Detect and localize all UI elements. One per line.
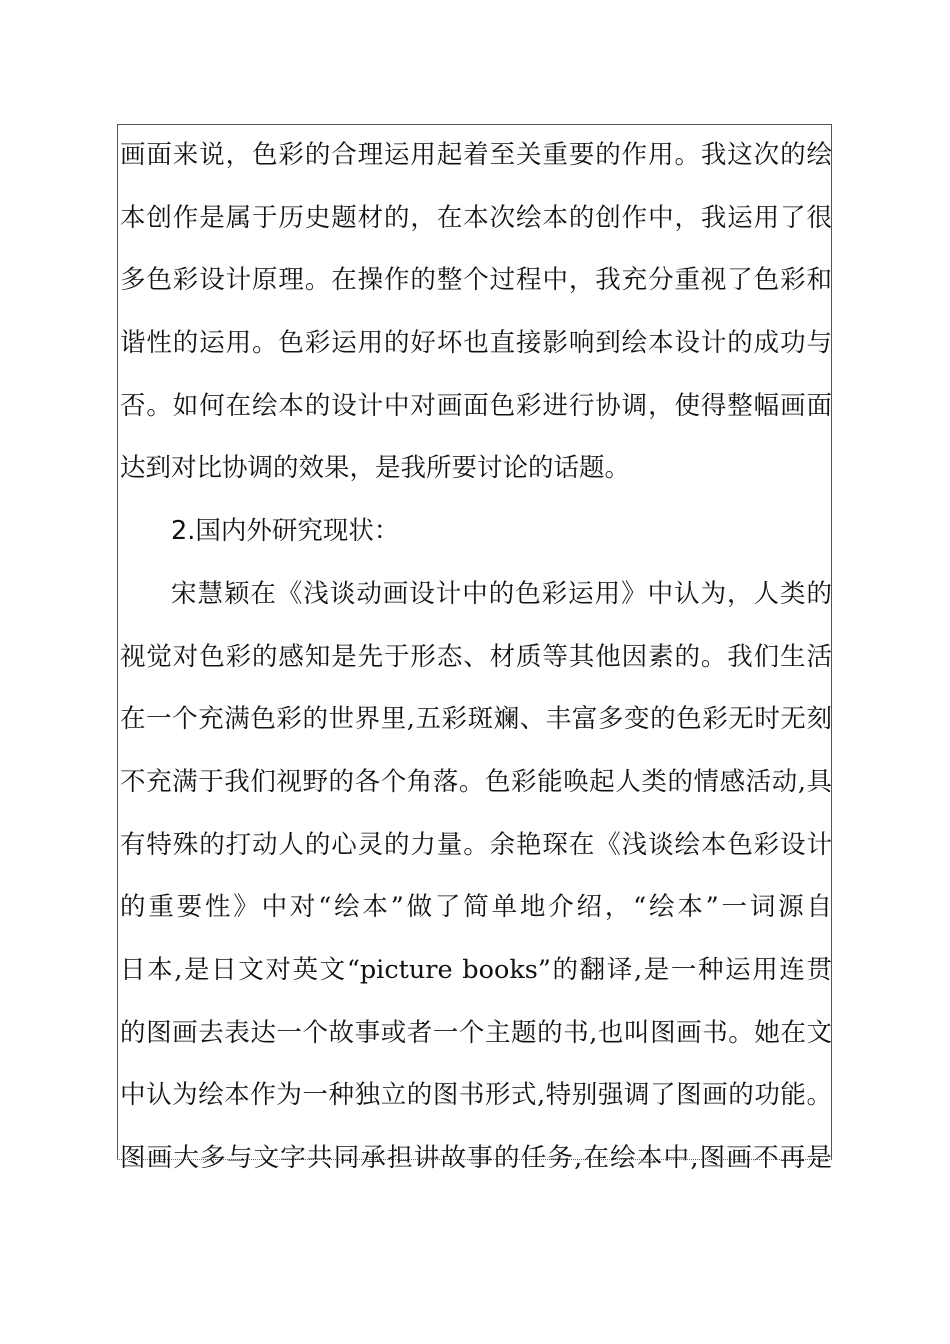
text-line: 否。如何在绘本的设计中对画面色彩进行协调，使得整幅画面 [120,390,832,421]
text-line: 日本,是日文对英文“picture books”的翻译,是一种运用连贯 [120,954,832,985]
text-line: 达到对比协调的效果，是我所要讨论的话题。 [120,453,631,484]
text-line: 画面来说，色彩的合理运用起着至关重要的作用。我这次的绘 [120,140,832,170]
text-line: 本创作是属于历史题材的，在本次绘本的创作中，我运用了很 [120,202,832,233]
section-heading: 2.国内外研究现状： [171,516,400,547]
text-line: 中认为绘本作为一种独立的图书形式,特别强调了图画的功能。 [120,1080,832,1111]
text-line: 的重要性》中对“绘本”做了简单地介绍，“绘本”一词源自 [120,892,832,923]
text-line: 有特殊的打动人的心灵的力量。余艳琛在《浅谈绘本色彩设计 [120,829,832,860]
text-line: 多色彩设计原理。在操作的整个过程中，我充分重视了色彩和 [120,265,832,296]
text-line: 宋慧颖在《浅谈动画设计中的色彩运用》中认为，人类的 [171,578,832,609]
text-line: 图画大多与文字共同承担讲故事的任务,在绘本中,图画不再是 [120,1143,832,1173]
text-line: 的图画去表达一个故事或者一个主题的书,也叫图画书。她在文 [120,1017,832,1048]
text-line: 谐性的运用。色彩运用的好坏也直接影响到绘本设计的成功与 [120,328,832,359]
text-line: 在一个充满色彩的世界里,五彩斑斓、丰富多变的色彩无时无刻 [120,704,832,735]
document-body [120,124,832,1190]
text-line: 视觉对色彩的感知是先于形态、材质等其他因素的。我们生活 [120,641,832,672]
text-line: 不充满于我们视野的各个角落。色彩能唤起人类的情感活动,具 [120,766,832,797]
